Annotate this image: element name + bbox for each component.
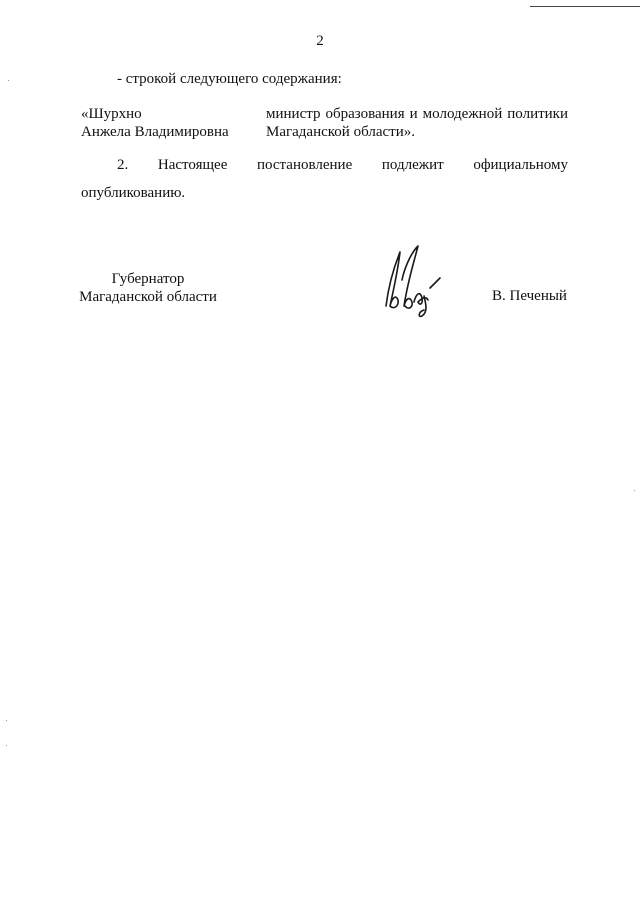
paragraph-2-line2: опубликованию. [81,185,186,201]
scan-speck [634,490,635,491]
scan-speck [6,745,7,746]
paragraph-2-word: официальному [473,157,568,173]
signatory-title-line1: Губернатор [111,271,185,287]
entry-position [266,105,568,141]
signatory-title [70,270,226,306]
scan-edge-line [530,6,640,7]
entry-name-line2: Анжела Владимировна [81,124,229,140]
signature-icon [372,240,452,320]
signatory-title-line2: Магаданской области [79,289,217,305]
entry-person-name [81,105,229,141]
entry-name-line1: «Шурхно [81,106,142,122]
paragraph-2-line1 [117,157,568,174]
entry-position-line1: министр образования и молодежной политики [266,106,568,122]
entry-position-line2: Магаданской области». [266,124,415,140]
intro-line: - строкой следующего содержания: [117,71,342,87]
signatory-name: В. Печеный [492,288,567,304]
scan-speck [8,80,9,81]
paragraph-2-word: подлежит [381,157,444,173]
paragraph-2-word: постановление [257,157,353,173]
paragraph-2-word: Настоящее [157,157,228,173]
scan-speck [6,720,7,721]
paragraph-2-word: 2. [117,157,129,173]
page-number: 2 [316,33,324,49]
